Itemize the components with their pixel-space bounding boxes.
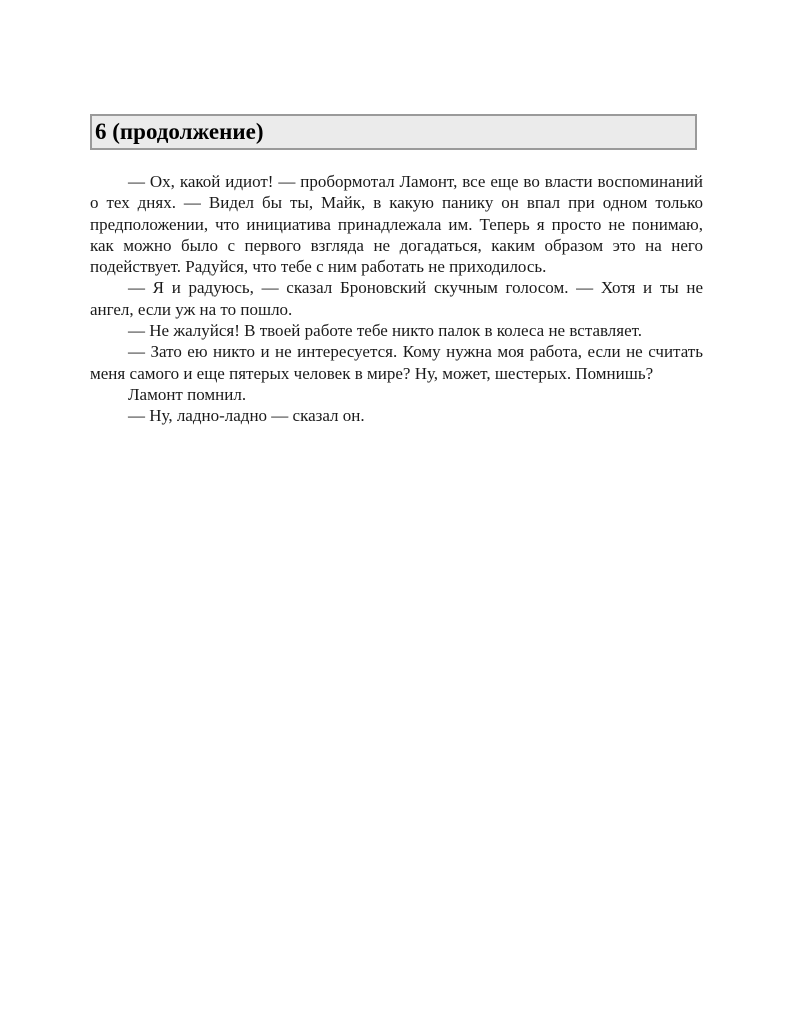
- paragraph: — Я и радуюсь, — сказал Броновский скучным голосом. — Хотя и ты не ангел, если уж на то пошло.: [90, 278, 703, 319]
- body-text: [90, 171, 703, 427]
- paragraph: — Ох, какой идиот! — пробормотал Ламонт, все еще во власти воспоминаний о тех днях. — Видел бы ты, Майк, в какую панику он впал при одном только предположении, что инициатива принадлежала им. Теперь я просто не понимаю, как можно было с первого взгляда не догадаться, каким образом это на него подействует. Радуйся, что тебе с ним работать не приходилось.: [90, 172, 703, 277]
- paragraph: — Зато ею никто и не интересуется. Кому нужна моя работа, если не считать меня самого и еще пятерых человек в мире? Ну, может, шестерых. Помнишь?: [90, 342, 703, 383]
- paragraph: — Не жалуйся! В твоей работе тебе никто палок в колеса не вставляет.: [128, 321, 643, 341]
- paragraph: — Ну, ладно-ладно — сказал он.: [128, 406, 365, 426]
- section-header-title: 6 (продолжение): [95, 119, 264, 144]
- section-header: [90, 114, 697, 150]
- paragraph: Ламонт помнил.: [128, 384, 247, 404]
